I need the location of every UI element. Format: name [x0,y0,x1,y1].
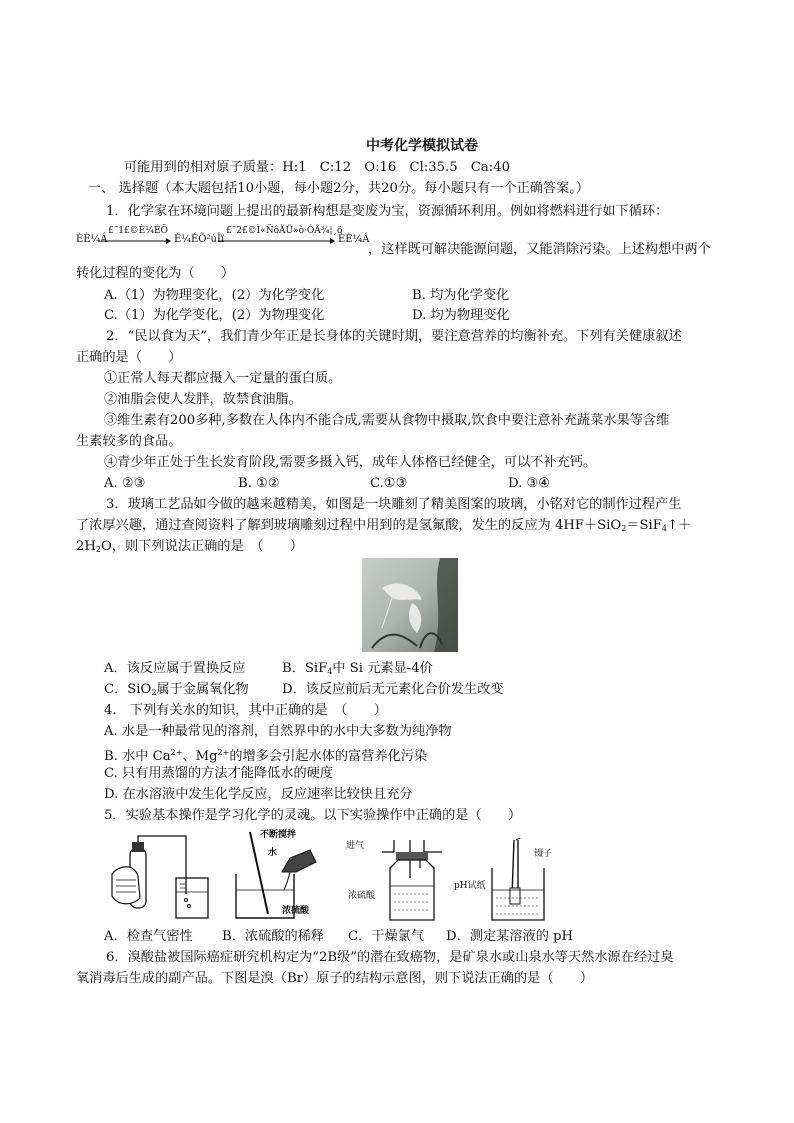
arrow2-icon [216,236,336,246]
apparatus-gas-drying [380,838,450,924]
label-tweezers: 镊子 [534,849,553,859]
q1-cycle-diagram [76,226,370,252]
q4-stem: 4. 下列有关水的知识，其中正确的是 （ ） [104,703,387,718]
q4-option-a: A. 水是一种最常见的溶剂，自然界中的水中大多数为纯净物 [104,724,452,739]
q1-option-b: B. 均为化学变化 [412,288,510,303]
q1-stem-cont: ，这样既可解决能源问题，又能消除污染。上述构想中两个 [368,242,711,257]
q6-stem-end: 氧消毒后生成的副产品。下图是溴（Br）原子的结构示意图，则下说法正确的是（ ） [76,971,594,986]
label-water: 水 [268,848,278,858]
arrow1-label: £¨1£©È¼ÉÕ [108,226,168,236]
q2-statement-1: ①正常人每天都应摄入一定量的蛋白质。 [104,371,342,386]
label-conc-acid: 浓硫酸 [348,891,376,901]
q2-statement-3-cont: 生素较多的食品。 [76,434,182,449]
cycle-mid: È¼ÉÕ²úÎï [174,234,225,245]
q3-option-d: D．该反应前后无元素化合价发生改变 [282,682,504,697]
apparatus-dilution [232,828,324,924]
q2-option-b: B. ①② [238,476,280,491]
q6-stem: 6．溴酸盐被国际癌症研究机构定为“2B级”的潜在致癌物，是矿泉水或山泉水等天然水源在经过臭 [106,950,674,965]
label-ph-paper: pH试纸 [454,881,486,891]
q2-statement-4: ④青少年正处于生长发育阶段,需要多摄入钙，成年人体格已经健全，可以不补充钙。 [104,455,597,470]
q4-option-d: D. 在水溶液中发生化学反应，反应速率比较快且充分 [104,787,413,802]
arrow1-icon [100,236,172,246]
q2-statement-3: ③维生素有200多种,多数在人体内不能合成,需要从食物中摄取,饮食中要注意补充蔬菜水果等含维 [104,413,670,428]
cycle-start: ÈÈ¼Á [76,234,108,245]
arrow2-label: £¨2£©Ì«ÑôÄÜ»ò·ÓÃ¾¦¸ö [226,226,343,236]
q3-option-a: A．该反应属于置换反应 [104,661,246,676]
q1-stem-end: 转化过程的变化为（ ） [76,266,235,281]
label-gas-in: 进气 [346,841,365,851]
q3-stem-end: $2H_2O$，则下列说法正确的是 （ ） [76,539,304,554]
q2-option-a: A. ②③ [104,476,146,491]
q5-option-a: A．检查气密性 [104,929,193,944]
q4-option-c: C. 只有用蒸馏的方法才能降低水的硬度 [104,766,334,781]
q5-stem: 5．实验基本操作是学习化学的灵魂。以下实验操作中正确的是（ ） [104,808,522,823]
q3-option-c: C．SiO$_2$属于金属氧化物 [104,682,249,697]
q3-option-b: B．SiF$_4$中 Si 元素显-4价 [282,661,433,676]
q1-option-a: A.（1）为物理变化，(2）为化学变化 [104,288,325,303]
section-heading: 一、 选择题（本大题包括10小题，每小题2分，共20分。每小题只有一个正确答案。） [88,181,590,196]
q5-option-d: D．测定某溶液的 pH [446,929,574,944]
apparatus-airtightness [106,834,214,924]
q2-statement-2: ②油脂会使人发胖，故禁食油脂。 [104,392,302,407]
etched-glass-photo [362,558,458,652]
q2-stem-end: 正确的是（ ） [76,350,182,365]
cycle-end: ÈÈ¼Á [338,234,370,245]
page-title: 中考化学模拟试卷 [366,138,478,154]
label-acid: 浓硫酸 [282,906,310,916]
q3-stem-equation: 了浓厚兴趣，通过查阅资料了解到玻璃雕刻过程中用到的是氢氟酸，发生的反应为 4HF＋SiO$_2$＝SiF$_4$↑＋ [76,518,692,533]
q3-stem: 3．玻璃工艺品如今做的越来越精美，如图是一块雕刻了精美图案的玻璃，小铭对它的制作过程产生 [106,497,682,512]
q5-option-b: B．浓硫酸的稀释 [222,929,325,944]
atomic-masses: 可能用到的相对原子质量：H:1 C:12 O:16 Cl:35.5 Ca:40 [124,160,510,175]
q4-option-b: B. 水中 $Ca^{2+}$、$Mg^{2+}$的增多会引起水体的富营养化污染 [104,748,428,764]
label-stir: 不断搅拌 [260,830,297,840]
q1-option-c: C.（1）为化学变化，(2）为物理变化 [104,308,325,323]
q5-option-c: C．干燥氯气 [348,929,425,944]
q2-option-d: D. ③④ [508,476,551,491]
q1-option-d: D. 均为物理变化 [412,308,510,323]
q1-stem: 1．化学家在环境问题上提出的最新构想是变废为宝，资源循环利用。例如将燃料进行如下循环： [106,204,669,219]
q2-stem: 2．“民以食为天”，我们青少年正是长身体的关键时期，要注意营养的均衡补充。下列有关健康叙述 [106,329,682,344]
q2-option-c: C.①③ [370,476,408,491]
